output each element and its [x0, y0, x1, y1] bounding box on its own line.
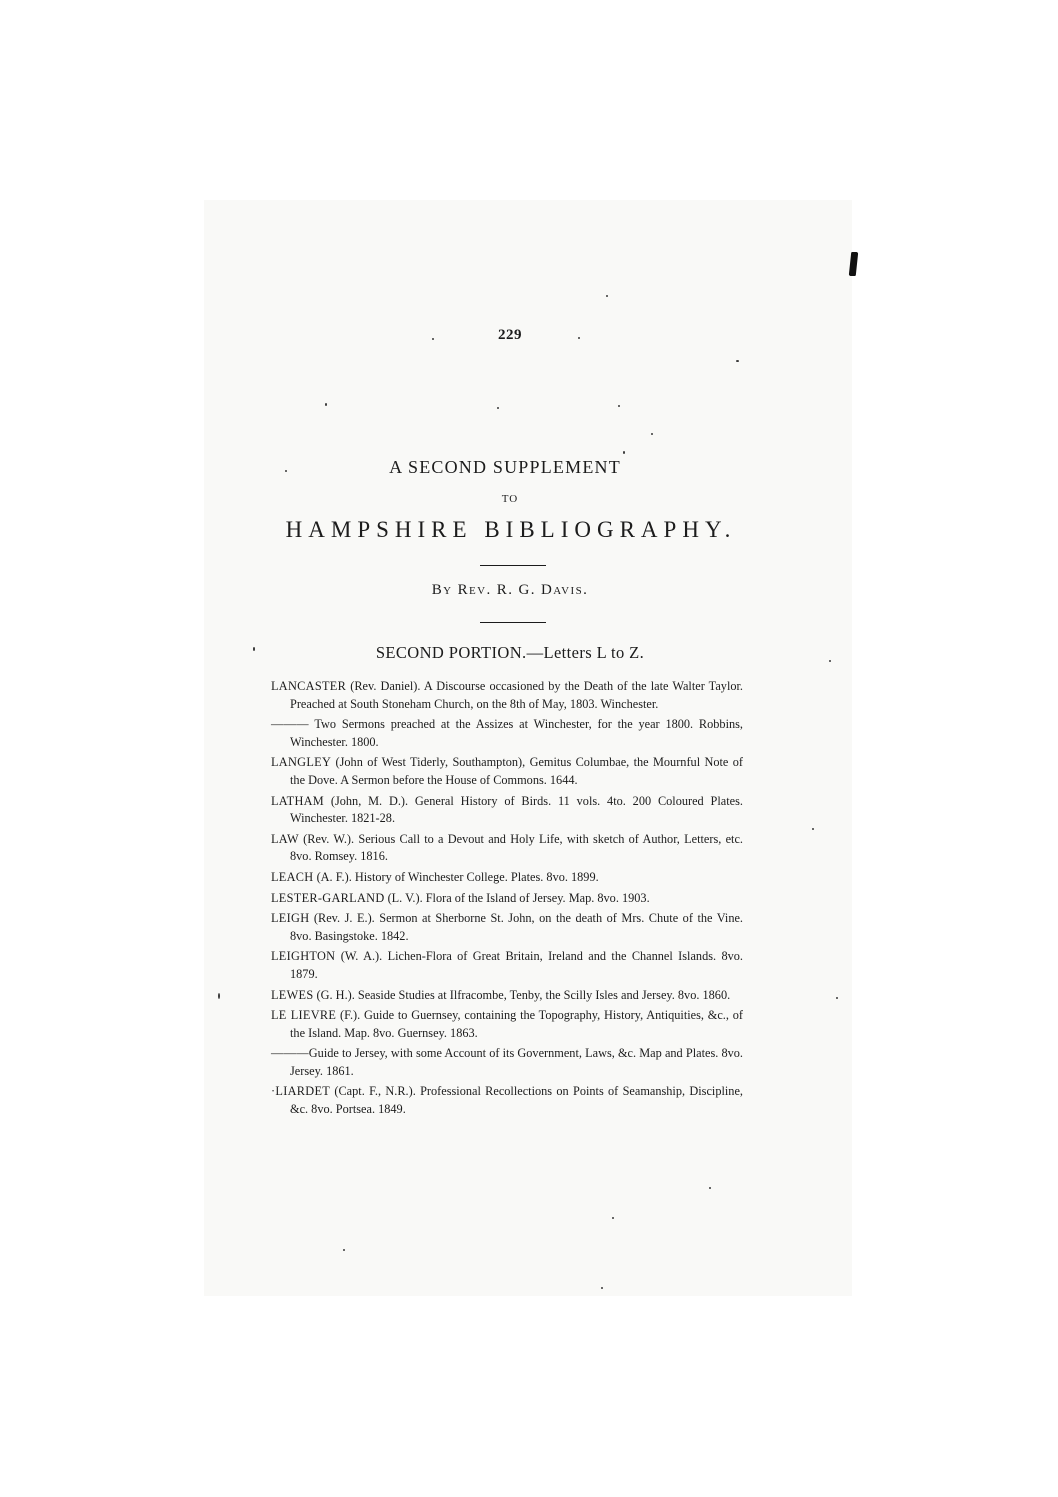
entry-details: (Rev. Daniel). A Discourse occasioned by the Death of the late Walter Taylor. Preached at South Stoneham Church, on the 8th of May, 1803. Winchester. — [290, 679, 743, 711]
bibliography-entry — [271, 890, 743, 908]
scan-speck — [812, 828, 814, 830]
supplement-title: A SECOND SUPPLEMENT — [389, 457, 621, 477]
entry-author: ——— — [271, 1046, 309, 1061]
entry-author: LAW — [271, 831, 299, 846]
page-edge-mark — [849, 252, 859, 276]
scan-speck — [253, 647, 255, 651]
bibliography-entry — [271, 869, 743, 887]
scan-speck — [432, 338, 434, 340]
entry-details: (A. F.). History of Winchester College. Plates. 8vo. 1899. — [313, 869, 599, 884]
entry-author: LEWES — [271, 987, 314, 1002]
bibliography-entry — [271, 910, 743, 945]
entry-author: LESTER-GARLAND — [271, 890, 385, 905]
portion-heading: SECOND PORTION.—Letters L to Z. — [375, 643, 645, 662]
scan-speck — [325, 403, 327, 406]
entry-author: LEIGHTON — [271, 949, 336, 964]
scan-speck — [606, 295, 608, 297]
entry-details: (G. H.). Seaside Studies at Ilfracombe, Tenby, the Scilly Isles and Jersey. 8vo. 1860. — [313, 987, 731, 1002]
bibliography-entry — [271, 716, 743, 751]
entry-author: LEIGH — [271, 911, 310, 926]
entry-details: (Capt. F., N.R.). Professional Recollections on Points of Seamanship, Discipline, &c. 8vo. Portsea. 1849. — [290, 1084, 743, 1117]
scan-speck — [829, 660, 831, 662]
bibliography-entry — [271, 987, 743, 1005]
scan-speck — [218, 993, 220, 999]
entry-author: LE LIEVRE — [271, 1008, 337, 1023]
entry-details: (Rev. W.). Serious Call to a Devout and Holy Life, with sketch of Author, Letters, etc. 8vo. Romsey. 1816. — [290, 831, 743, 864]
entry-details: (Rev. J. E.). Sermon at Sherborne St. John, on the death of Mrs. Chute of the Vine. 8vo. Basingstoke. 1842. — [290, 911, 743, 943]
author-byline: By Rev. R. G. Davis. — [431, 582, 589, 598]
scan-speck — [736, 360, 739, 362]
bibliography-entries — [271, 678, 743, 1122]
scan-speck — [651, 433, 653, 435]
scan-speck — [343, 1249, 345, 1251]
entry-author: LANGLEY — [271, 755, 332, 770]
scan-speck — [497, 407, 499, 409]
scan-speck — [623, 451, 625, 454]
bibliography-entry — [271, 831, 743, 866]
title-divider — [480, 565, 546, 566]
entry-author: ——— — [271, 717, 309, 732]
bibliography-entry — [271, 1083, 743, 1118]
entry-author: LEACH — [271, 869, 314, 884]
byline-divider — [480, 622, 546, 623]
entry-author: LANCASTER — [271, 679, 347, 693]
entry-details: Guide to Jersey, with some Account of its Government, Laws, &c. Map and Plates. 8vo. Jersey. 1861. — [290, 1046, 743, 1078]
scan-speck — [709, 1187, 711, 1189]
scan-speck — [618, 405, 620, 407]
scan-speck — [578, 337, 580, 339]
entry-details: Two Sermons preached at the Assizes at Winchester, for the year 1800. Robbins, Winchester. 1800. — [290, 717, 743, 749]
supplement-to: TO — [501, 493, 519, 505]
bibliography-entry — [271, 948, 743, 983]
entry-details: (W. A.). Lichen-Flora of Great Britain, Ireland and the Channel Islands. 8vo. 1879. — [290, 949, 743, 981]
entry-author: LATHAM — [271, 793, 325, 808]
bibliography-entry — [271, 793, 743, 828]
bibliography-entry — [271, 678, 743, 713]
entry-details: (L. V.). Flora of the Island of Jersey. Map. 8vo. 1903. — [384, 890, 650, 905]
entry-author: ·LIARDET — [271, 1084, 331, 1099]
page-number: 229 — [498, 327, 522, 343]
bibliography-entry — [271, 754, 743, 789]
bibliography-entry — [271, 1045, 743, 1080]
scan-speck — [836, 997, 838, 999]
scan-speck — [612, 1217, 614, 1219]
main-title: HAMPSHIRE BIBLIOGRAPHY. — [285, 517, 737, 542]
scan-speck — [601, 1287, 603, 1289]
entry-details: (F.). Guide to Guernsey, containing the Topography, History, Antiquities, &c., of the Island. Map. 8vo. Guernsey. 1863. — [290, 1008, 743, 1040]
bibliography-entry — [271, 1007, 743, 1042]
entry-details: (John, M. D.). General History of Birds. 11 vols. 4to. 200 Coloured Plates. Winchester. 1821-28. — [290, 793, 743, 826]
entry-details: (John of West Tiderly, Southampton), Gemitus Columbae, the Mournful Note of the Dove. A Sermon before the House of Commons. 1644. — [290, 755, 743, 787]
